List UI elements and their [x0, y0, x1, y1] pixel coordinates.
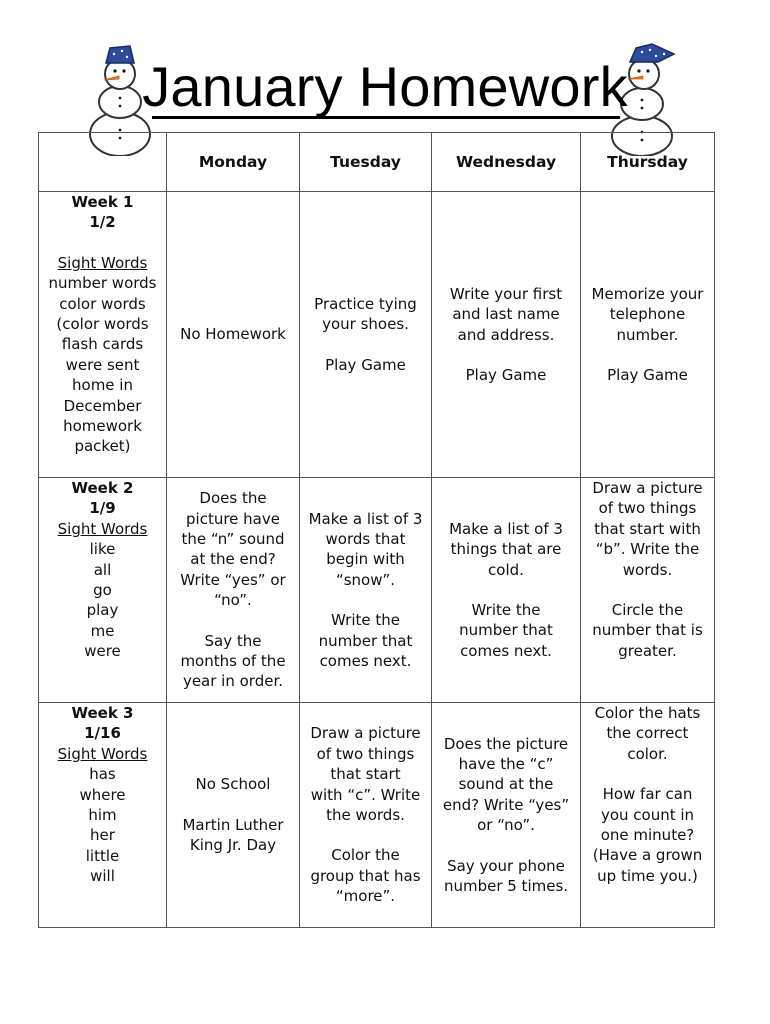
cell-line: No School: [195, 775, 271, 794]
line-gap: [304, 590, 427, 610]
cell-line: “snow”.: [335, 570, 396, 589]
line-gap: [436, 836, 576, 856]
sight-words-heading: Sight Words: [57, 744, 148, 763]
cell-line: Color the hats: [594, 704, 701, 722]
cell-thursday: [581, 478, 715, 703]
cell-line: No Homework: [180, 325, 286, 344]
week-cell: [39, 478, 167, 703]
cell-line: Make a list of 3: [308, 509, 423, 528]
cell-line: go: [93, 581, 112, 600]
cell-line: homework: [63, 417, 142, 436]
line-gap: [585, 764, 710, 784]
cell-line: begin with: [326, 550, 405, 569]
cell-line: picture have: [186, 509, 280, 528]
cell-line: me: [90, 621, 115, 640]
cell-tuesday: [300, 192, 432, 478]
week-date: 1/9: [89, 499, 116, 518]
cell-line: number that: [459, 621, 553, 640]
cell-wednesday: [432, 192, 581, 478]
cell-line: that start: [330, 765, 401, 784]
homework-table: [38, 132, 715, 928]
line-gap: [436, 580, 576, 600]
cell-line: Color the: [331, 846, 400, 865]
cell-line: things that are: [450, 540, 562, 559]
cell-line: and last name: [452, 305, 560, 324]
week-label: Week 1: [71, 193, 134, 211]
cell-line: group that has: [310, 866, 421, 885]
week-label: Week 3: [71, 704, 134, 722]
cell-line: Martin Luther: [182, 815, 284, 834]
cell-line: the “n” sound: [181, 529, 285, 548]
header-wednesday: Wednesday: [432, 133, 581, 192]
cell-line: Write “yes” or: [180, 570, 286, 589]
cell-line: little: [85, 846, 120, 865]
cell-line: Draw a picture: [310, 724, 421, 743]
sight-words-heading: Sight Words: [57, 519, 148, 538]
cell-monday: [167, 192, 300, 478]
cell-line: all: [93, 560, 112, 579]
cell-line: Practice tying: [314, 294, 417, 313]
cell-line: Make a list of 3: [449, 519, 563, 538]
header-row: [39, 133, 715, 192]
cell-line: Play Game: [465, 365, 547, 384]
week-row: [39, 192, 715, 478]
cell-line: months of the: [180, 652, 286, 671]
line-gap: [171, 795, 295, 815]
cell-line: will: [90, 867, 115, 886]
cell-line: number that: [318, 631, 413, 650]
cell-line: her: [90, 826, 115, 845]
line-gap: [304, 335, 427, 355]
cell-line: home in: [72, 376, 133, 395]
cell-line: have the “c”: [458, 754, 554, 773]
cell-line: Memorize your: [591, 284, 704, 303]
cell-line: number that is: [592, 621, 703, 640]
cell-thursday: [581, 703, 715, 928]
cell-line: were: [84, 642, 121, 661]
cell-line: (Have a grown: [592, 846, 703, 865]
cell-line: year in order.: [182, 672, 284, 691]
cell-line: Say your phone: [447, 856, 565, 875]
header-monday: Monday: [167, 133, 300, 192]
cell-thursday: [581, 192, 715, 478]
line-gap: [585, 345, 710, 365]
cell-line: “no”.: [214, 591, 252, 610]
cell-line: color.: [627, 744, 668, 763]
cell-tuesday: [300, 478, 432, 703]
week-date: 1/16: [84, 724, 121, 743]
cell-wednesday: [432, 478, 581, 703]
sight-words-heading: Sight Words: [57, 253, 148, 272]
cell-line: play: [86, 601, 119, 620]
cell-line: Play Game: [325, 355, 406, 374]
cell-line: color words: [59, 294, 146, 313]
cell-line: you count in: [600, 805, 695, 824]
cell-line: one minute?: [600, 826, 695, 845]
cell-line: and address.: [457, 325, 555, 344]
cell-line: Does the: [199, 489, 267, 508]
page-title: January Homework: [142, 55, 628, 118]
line-gap: [43, 233, 162, 253]
cell-monday: [167, 478, 300, 703]
cell-line: your shoes.: [322, 315, 409, 334]
cell-line: at the end?: [190, 550, 276, 569]
header-tuesday: Tuesday: [300, 133, 432, 192]
line-gap: [585, 580, 710, 600]
week-label: Week 2: [71, 479, 134, 497]
cell-line: comes next.: [319, 652, 412, 671]
cell-line: Does the picture: [443, 734, 569, 753]
cell-line: Draw a picture: [592, 479, 703, 497]
cell-line: number words: [48, 274, 157, 293]
cell-line: telephone: [609, 305, 686, 324]
line-gap: [171, 611, 295, 631]
cell-line: number.: [616, 325, 679, 344]
cell-line: the correct: [606, 724, 689, 743]
cell-line: has: [89, 765, 116, 784]
cell-line: where: [79, 785, 126, 804]
cell-line: (color words: [56, 315, 149, 334]
cell-line: number 5 times.: [443, 877, 569, 896]
cell-line: cold.: [488, 560, 524, 579]
cell-line: King Jr. Day: [189, 836, 277, 855]
header-thursday: Thursday: [581, 133, 715, 192]
cell-line: words.: [622, 560, 673, 579]
cell-line: “more”.: [335, 887, 396, 906]
line-gap: [304, 825, 427, 845]
cell-monday: [167, 703, 300, 928]
cell-line: the words.: [326, 806, 405, 824]
cell-line: of two things: [598, 499, 697, 518]
week-row: [39, 478, 715, 703]
cell-line: Play Game: [607, 365, 688, 384]
cell-tuesday: [300, 703, 432, 928]
cell-line: Circle the: [611, 601, 684, 620]
cell-line: greater.: [618, 641, 677, 660]
cell-line: “b”. Write the: [595, 540, 700, 559]
cell-line: Write your first: [449, 284, 563, 303]
line-gap: [436, 345, 576, 365]
cell-line: like: [89, 540, 116, 559]
cell-line: December: [63, 396, 142, 415]
cell-line: of two things: [316, 744, 415, 763]
cell-line: packet): [74, 437, 131, 456]
cell-line: sound at the: [458, 775, 554, 794]
cell-line: up time you.): [597, 866, 698, 885]
cell-line: or “no”.: [477, 816, 535, 835]
cell-wednesday: [432, 703, 581, 928]
cell-line: Say the: [204, 631, 262, 650]
cell-line: end? Write “yes”: [442, 795, 570, 814]
header-corner: [39, 133, 167, 192]
week-cell: [39, 703, 167, 928]
cell-line: were sent: [65, 355, 140, 374]
week-cell: [39, 192, 167, 478]
cell-line: Write the: [471, 601, 541, 619]
title-underline: [152, 116, 620, 119]
cell-line: with “c”. Write: [310, 785, 421, 804]
cell-line: him: [88, 806, 117, 825]
cell-line: Write the: [331, 611, 400, 630]
cell-line: How far can: [602, 785, 693, 804]
cell-line: that start with: [594, 519, 701, 538]
cell-line: words that: [325, 529, 406, 548]
week-row: [39, 703, 715, 928]
cell-line: comes next.: [460, 641, 552, 660]
cell-line: flash cards: [61, 335, 144, 354]
week-date: 1/2: [89, 213, 116, 232]
